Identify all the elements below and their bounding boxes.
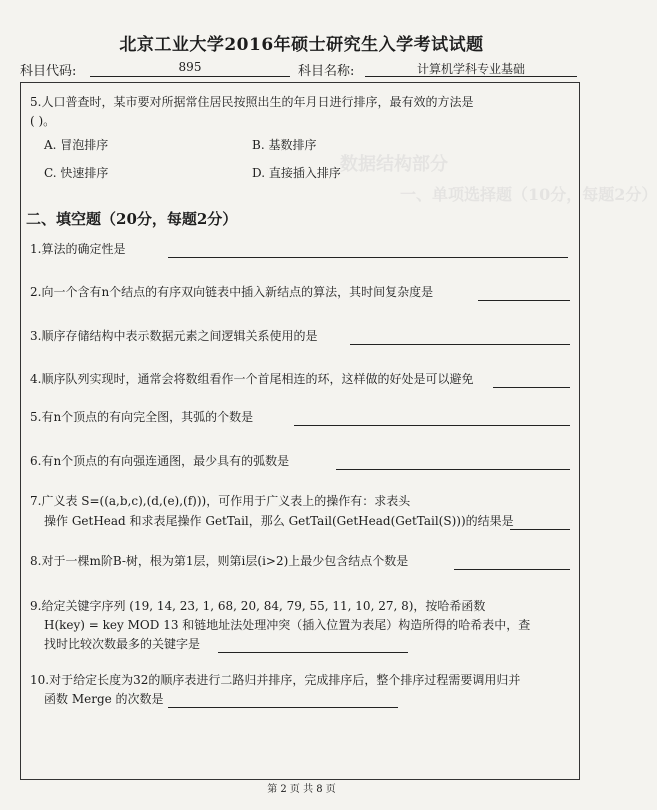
subject-row — [20, 60, 578, 80]
fill-question-7-line-1: 7.广义表 S=((a,b,c),(d,(e),(f)))，可作用于广义表上的操作有：求表头 — [30, 494, 411, 508]
answer-blank-9[interactable] — [218, 638, 408, 653]
fill-question-5: 5.有n个顶点的有向完全图，其弧的个数是 — [30, 410, 254, 424]
q5-answer-paren: ( )。 — [30, 114, 56, 128]
section-title: 二、填空题（20分，每题2分） — [26, 210, 238, 228]
fill-question-9-line-3: 找时比较次数最多的关键字是 — [44, 637, 201, 651]
fill-question-9-line-1: 9.给定关键字序列 (19, 14, 23, 1, 68, 20, 84, 79, 55, 11, 10, 27, 8)，按哈希函数 — [30, 599, 486, 613]
fill-question-10-line-1: 10.对于给定长度为32的顺序表进行二路归并排序，完成排序后，整个排序过程需要调用归并 — [30, 673, 521, 687]
bleed-through-text: 数据结构部分 — [340, 154, 448, 175]
answer-blank-7[interactable] — [510, 515, 570, 530]
page-title: 北京工业大学2016年硕士研究生入学考试试题 — [119, 35, 484, 55]
answer-blank-8[interactable] — [454, 555, 570, 570]
subject-name-label: 科目名称: — [298, 64, 355, 79]
subject-name-value: 计算机学科专业基础 — [365, 60, 577, 77]
page-number: 第 2 页 共 8 页 — [267, 784, 336, 795]
fill-question-3: 3.顺序存储结构中表示数据元素之间逻辑关系使用的是 — [30, 329, 318, 343]
fill-question-8: 8.对于一棵m阶B-树，根为第1层，则第i层(i>2)上最少包含结点个数是 — [30, 554, 409, 568]
answer-blank-6[interactable] — [336, 455, 570, 470]
fill-question-7-line-2: 操作 GetHead 和求表尾操作 GetTail，那么 GetTail(GetHead(GetTail(S)))的结果是 — [44, 514, 514, 528]
fill-question-10-line-2: 函数 Merge 的次数是 — [44, 692, 164, 706]
answer-blank-2[interactable] — [478, 286, 570, 301]
q5-option-d: D. 直接插入排序 — [252, 166, 341, 180]
subject-code-value: 895 — [90, 60, 290, 77]
answer-blank-3[interactable] — [350, 330, 570, 345]
q5-stem: 5.人口普查时，某市要对所据常住居民按照出生的年月日进行排序，最有效的方法是 — [30, 95, 474, 109]
q5-option-a: A. 冒泡排序 — [44, 138, 109, 152]
fill-question-9-line-2: H(key) = key MOD 13 和链地址法处理冲突（插入位置为表尾）构造所得的哈希表中，查 — [44, 618, 531, 632]
answer-blank-10[interactable] — [168, 693, 398, 708]
answer-blank-4[interactable] — [493, 373, 570, 388]
fill-question-2: 2.向一个含有n个结点的有序双向链表中插入新结点的算法，其时间复杂度是 — [30, 285, 434, 299]
bleed-through-text: 一、单项选择题（10分，每题2分） — [400, 185, 657, 204]
answer-blank-1[interactable] — [168, 243, 568, 258]
fill-question-6: 6.有n个顶点的有向强连通图，最少具有的弧数是 — [30, 454, 290, 468]
subject-code-label: 科目代码: — [20, 64, 77, 79]
fill-question-4: 4.顺序队列实现时，通常会将数组看作一个首尾相连的环，这样做的好处是可以避免 — [30, 372, 474, 386]
answer-blank-5[interactable] — [294, 411, 570, 426]
fill-question-1: 1.算法的确定性是 — [30, 242, 126, 256]
q5-option-b: B. 基数排序 — [252, 138, 317, 152]
q5-option-c: C. 快速排序 — [44, 166, 109, 180]
